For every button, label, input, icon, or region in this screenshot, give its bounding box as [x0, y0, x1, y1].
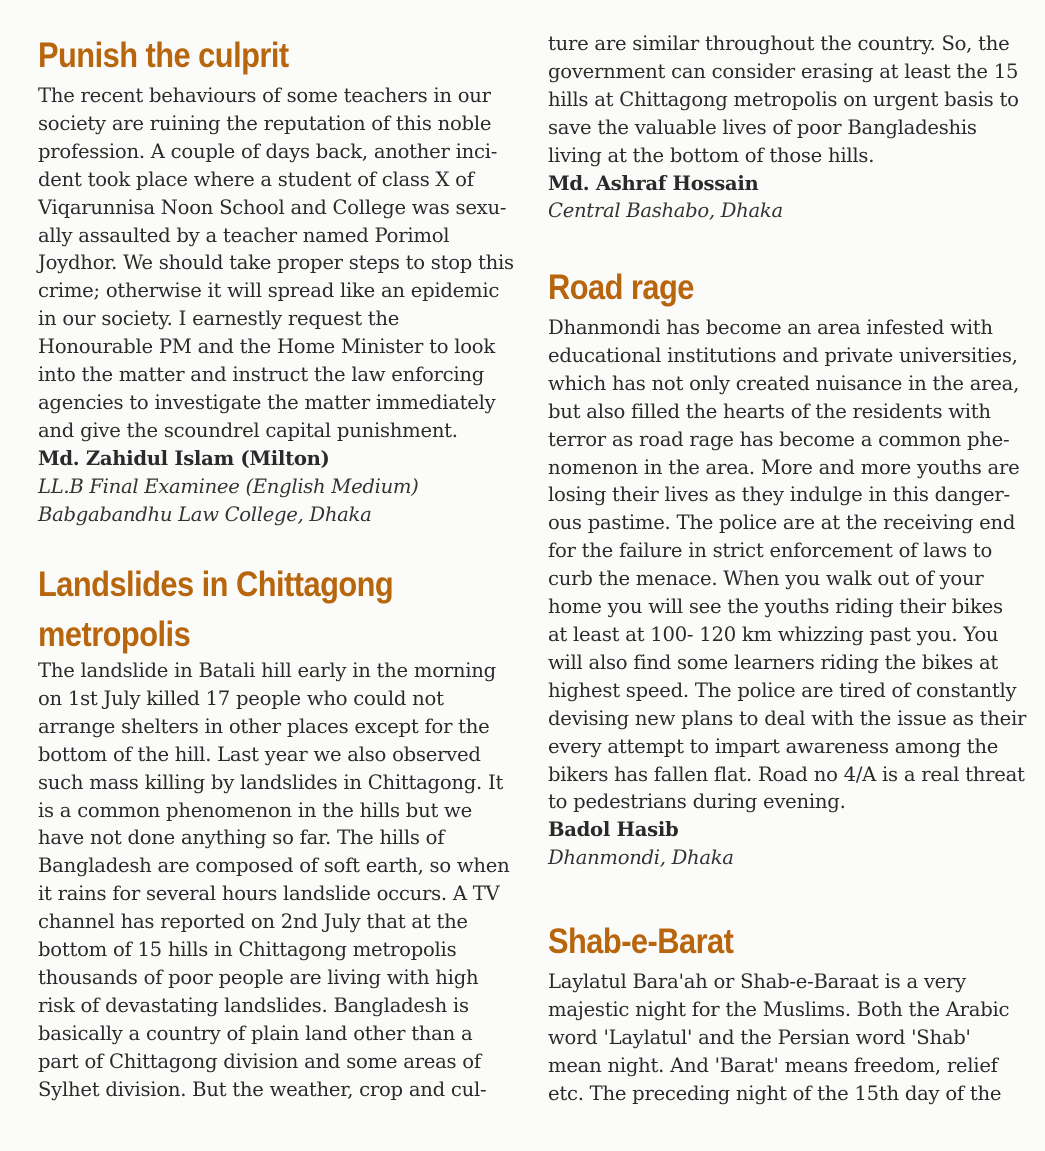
text-line: Dhanmondi has become an area infested with [548, 316, 993, 339]
letter-body [548, 314, 1043, 816]
letter-body [548, 968, 1038, 1108]
text-line: such mass killing by landslides in Chittagong. It [38, 770, 504, 794]
text-line: in our society. I earnestly request the [38, 307, 400, 331]
headline-punish-the-culprit: Punish the culprit [38, 36, 289, 75]
text-line: Sylhet division. But the weather, crop and cul- [38, 1077, 487, 1101]
headline-road-rage: Road rage [548, 268, 694, 307]
text-line: bottom of 15 hills in Chittagong metropolis [38, 938, 457, 962]
text-line: and give the scoundrel capital punishment. [38, 418, 458, 442]
author-name: Md. Zahidul Islam (Milton) [38, 446, 330, 470]
text-line: terror as road rage has become a common phe- [548, 427, 1010, 451]
text-line: arrange shelters in other places except for the [38, 714, 490, 738]
text-line: Laylatul Bara'ah or Shab-e-Baraat is a very [548, 970, 966, 993]
text-line: profession. A couple of days back, another inci- [38, 139, 498, 163]
text-line: agencies to investigate the matter immediately [38, 390, 496, 414]
author-affiliation: Central Bashabo, Dhaka [548, 199, 783, 223]
text-line: bottom of the hill. Last year we also observed [38, 742, 481, 766]
text-line: it rains for several hours landslide occurs. A TV [38, 882, 500, 906]
text-line: The landslide in Batali hill early in the morning [38, 659, 496, 682]
text-line: losing their lives as they indulge in this danger- [548, 483, 1010, 507]
text-line: bikers has fallen flat. Road no 4/A is a real threat [548, 762, 1025, 786]
letter-landslides-in-chittagong [38, 563, 528, 1104]
author-affiliation: Dhanmondi, Dhaka [548, 846, 734, 870]
text-line: have not done anything so far. The hills of [38, 826, 445, 850]
text-line: society are ruining the reputation of this noble [38, 111, 492, 135]
text-line: devising new plans to deal with the issue as their [548, 706, 1027, 730]
headline-shab-e-barat: Shab-e-Barat [548, 922, 734, 961]
letter-road-rage [548, 266, 1043, 872]
text-line: majestic night for the Muslims. Both the Arabic [548, 997, 1010, 1021]
text-line: hills at Chittagong metropolis on urgent basis to [548, 87, 1019, 111]
headline-line: metropolis [38, 615, 191, 654]
text-line: mean night. And 'Barat' means freedom, relief [548, 1053, 998, 1077]
text-line: but also filled the hearts of the residents with [548, 399, 991, 423]
text-line: curb the menace. When you walk out of your [548, 567, 984, 591]
author-affiliation: Babgabandhu Law College, Dhaka [38, 502, 372, 526]
text-line: channel has reported on 2nd July that at the [38, 910, 468, 934]
author-affiliation: LL.B Final Examinee (English Medium) [38, 474, 419, 498]
text-line: for the failure in strict enforcement of laws to [548, 539, 993, 563]
text-line: thousands of poor people are living with high [38, 965, 479, 989]
author-name: Md. Ashraf Hossain [548, 171, 759, 195]
text-line: basically a country of plain land other than a [38, 1021, 473, 1045]
text-line: crime; otherwise it will spread like an epidemic [38, 279, 500, 303]
text-line: on 1st July killed 17 people who could not [38, 686, 444, 710]
text-line: etc. The preceding night of the 15th day of the [548, 1081, 1002, 1105]
text-line: Viqarunnisa Noon School and College was sexu- [38, 195, 507, 219]
letter-punish-the-culprit [38, 34, 528, 529]
letter-body [38, 657, 528, 1104]
text-line: to pedestrians during evening. [548, 790, 846, 814]
text-line: nomenon in the area. More and more youths are [548, 455, 1020, 479]
text-line: educational institutions and private universities, [548, 343, 1018, 367]
text-line: Honourable PM and the Home Minister to look [38, 335, 495, 359]
headline-landslides [38, 563, 469, 657]
letter-body [38, 82, 528, 445]
headline-line: Landslides in Chittagong [38, 565, 394, 604]
letter-body [548, 30, 1038, 170]
text-line: home you will see the youths riding their bikes [548, 595, 1003, 619]
text-line: highest speed. The police are tired of constantly [548, 678, 1017, 702]
text-line: living at the bottom of those hills. [548, 143, 875, 167]
author-name: Badol Hasib [548, 818, 679, 842]
text-line: dent took place where a student of class X of [38, 167, 474, 191]
text-line: is a common phenomenon in the hills but we [38, 798, 472, 822]
letter-shab-e-barat [548, 920, 1038, 1108]
text-line: ture are similar throughout the country. So, the [548, 32, 1010, 55]
text-line: will also find some learners riding the bikes at [548, 650, 999, 674]
text-line: which has not only created nuisance in the area, [548, 371, 1020, 395]
text-line: into the matter and instruct the law enforcing [38, 363, 485, 387]
text-line: save the valuable lives of poor Bangladeshis [548, 115, 977, 139]
text-line: every attempt to impart awareness among the [548, 734, 999, 758]
letter-landslides-continued [548, 30, 1038, 225]
text-line: part of Chittagong division and some areas of [38, 1049, 481, 1073]
text-line: Bangladesh are composed of soft earth, so when [38, 854, 510, 878]
text-line: word 'Laylatul' and the Persian word 'Shab' [548, 1025, 971, 1049]
text-line: The recent behaviours of some teachers in our [38, 84, 491, 107]
text-line: at least at 100- 120 km whizzing past you. You [548, 622, 999, 646]
text-line: risk of devastating landslides. Bangladesh is [38, 993, 469, 1017]
text-line: government can consider erasing at least the 15 [548, 59, 1019, 83]
text-line: Joydhor. We should take proper steps to stop this [38, 251, 514, 275]
text-line: ous pastime. The police are at the receiving end [548, 511, 1016, 535]
text-line: ally assaulted by a teacher named Porimol [38, 223, 450, 247]
